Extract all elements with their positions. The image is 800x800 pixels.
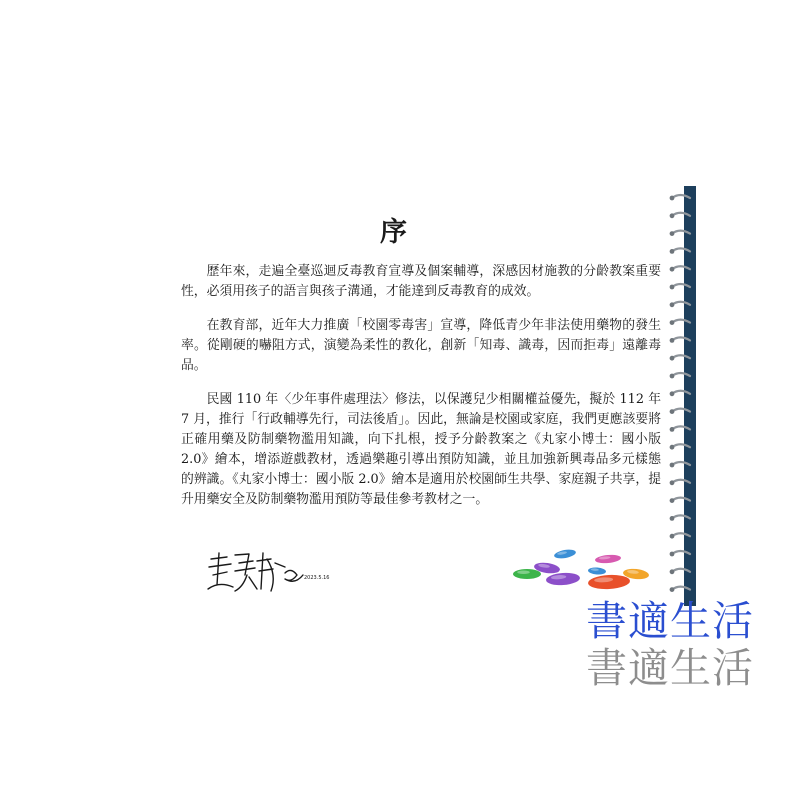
page-title: 序	[380, 217, 409, 248]
ring-hole	[670, 196, 675, 201]
pill-shape	[546, 572, 581, 586]
ring-hole	[670, 249, 675, 254]
ring-hole	[670, 356, 675, 361]
ring-hole	[670, 534, 675, 539]
pill-shape	[595, 554, 622, 564]
ring-hole	[670, 587, 675, 592]
spiral-ring	[672, 195, 690, 198]
ring-hole	[670, 302, 675, 307]
ring-hole	[670, 338, 675, 343]
ring-hole	[670, 231, 675, 236]
spiral-ring	[672, 266, 690, 269]
spiral-ring	[672, 569, 690, 572]
ring-hole	[670, 427, 675, 432]
spiral-ring	[672, 373, 690, 376]
spiral-ring	[672, 391, 690, 394]
spiral-ring	[672, 480, 690, 483]
ring-hole	[670, 463, 675, 468]
svg-text:2023.5.16: 2023.5.16	[304, 575, 330, 581]
spiral-ring	[672, 248, 690, 251]
ring-hole	[670, 516, 675, 521]
paragraph-3: 民國 110 年〈少年事件處理法〉修法，以保護兒少相關權益優先，擬於 112 年 7 月，推行「行政輔導先行，司法後盾」。因此，無論是校園或家庭，我們更應該要將正確用藥及防制藥物濫用知識，向下扎根，授予分齡教案之《丸家小博士：國小版 2.0》繪本，增添遊戲教材，透過樂趣引導出預防知識，並且加強新興毒品多元樣態的辨識。《丸家小博士：國小版 2.0》繪本是適用於校園師生共學、家庭親子共享，提升用藥安全及防制藥物濫用預防等最佳參考教材之一。	[181, 392, 661, 507]
pill-shape	[588, 567, 606, 575]
ring-hole	[670, 480, 675, 485]
ring-hole	[670, 445, 675, 450]
spiral-ring	[672, 320, 690, 323]
pill-highlight	[517, 571, 530, 575]
spiral-ring	[672, 444, 690, 447]
spiral-ring	[672, 587, 690, 590]
pill-shape	[513, 569, 541, 579]
ring-hole	[670, 267, 675, 272]
ring-hole	[670, 374, 675, 379]
spiral-ring	[672, 462, 690, 465]
spiral-ring	[672, 426, 690, 429]
paragraph-2: 在教育部，近年大力推廣「校園零毒害」宣導，降低青少年非法使用藥物的發生率。從剛硬的嚇阻方式，演變為柔性的教化，創新「知毒、識毒，因而拒毒」遠離毒品。	[181, 318, 661, 373]
ring-hole	[670, 552, 675, 557]
ring-hole	[670, 569, 675, 574]
spiral-ring	[672, 515, 690, 518]
spiral-ring	[672, 551, 690, 554]
signature-image	[205, 545, 335, 595]
ring-hole	[670, 213, 675, 218]
ring-hole	[670, 409, 675, 414]
spiral-ring	[672, 302, 690, 305]
watermark-primary: 書適生活	[586, 597, 754, 645]
pill-shape	[553, 548, 576, 560]
ring-hole	[670, 498, 675, 503]
watermark-secondary: 書適生活	[586, 644, 754, 692]
spiral-rings	[668, 186, 708, 606]
paragraph-1: 歷年來，走遍全臺巡迴反毒教育宣導及個案輔導，深感因材施教的分齡教案重要性，必須用孩子的語言與孩子溝通，才能達到反毒教育的成效。	[181, 264, 661, 299]
spiral-ring	[672, 533, 690, 536]
ring-hole	[670, 391, 675, 396]
spiral-ring	[672, 498, 690, 501]
spiral-ring	[672, 231, 690, 234]
pill-shape	[588, 574, 631, 590]
spiral-ring	[672, 284, 690, 287]
preface-body	[181, 262, 661, 524]
spiral-ring	[672, 213, 690, 216]
ring-hole	[670, 320, 675, 325]
spiral-ring	[672, 355, 690, 358]
ring-hole	[670, 285, 675, 290]
spiral-ring	[672, 337, 690, 340]
spiral-ring	[672, 409, 690, 412]
pills-illustration	[505, 548, 665, 598]
